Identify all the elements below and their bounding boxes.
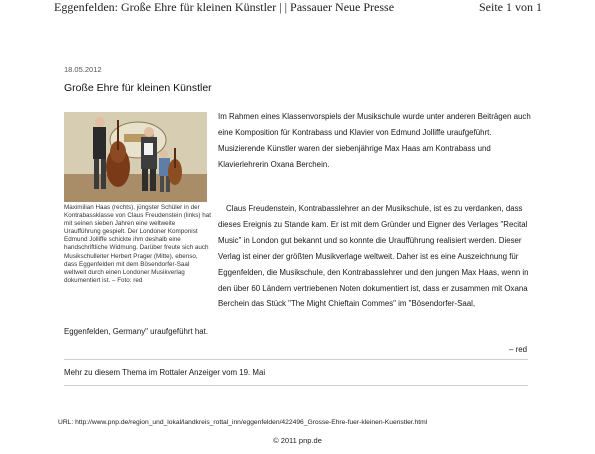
copyright-notice: © 2011 pnp.de — [273, 436, 322, 445]
article-photo — [64, 112, 207, 202]
related-note: Mehr zu diesem Thema im Rottaler Anzeiger vom 19. Mai — [64, 368, 266, 377]
article-paragraph-2-tail: Eggenfelden, Germany" uraufgeführt hat. — [64, 327, 209, 336]
article-paragraph-1: Im Rahmen eines Klassenvorspiels der Musikschule wurde unter anderen Beiträgen auch eine Komposition für Kontrabass und Klavier von Edmund Jolliffe uraufgeführt. Musizierende Künstler waren der siebenjährige Max Haas am Kontrabass und Klavierlehrerin Oxana Berchein. — [218, 112, 531, 169]
print-page-number: Seite 1 von 1 — [479, 0, 542, 14]
article-date: 18.05.2012 — [64, 65, 102, 74]
photo-caption: Maximilian Haas (rechts), jüngster Schüler in der Kontrabassklasse von Claus Freudenstein (links) hat mit seinen sieben Jahren eine weltweite Uraufführung gespielt. Der Londoner Komponist Edmund Jolliffe schickte ihm deshalb eine handschriftliche Widmung. Darüber freute sich auch Musikschulleiter Herbert Prager (Mitte), ebenso, dass Eggenfelden mit dem Bösendorfer-Saal weltweit durch einen Londoner Musikverlag dokumentiert ist. – Foto: red — [64, 204, 211, 284]
divider — [64, 385, 528, 386]
divider — [64, 359, 528, 360]
author-signature: – red — [509, 345, 527, 354]
page-url: URL: http://www.pnp.de/region_und_lokal/landkreis_rottal_inn/eggenfelden/422496_Grosse-Ehre-fuer-kleinen-Kuenstler.html — [58, 419, 428, 426]
print-header-title: Eggenfelden: Große Ehre für kleinen Künstler | | Passauer Neue Presse — [54, 0, 395, 14]
print-header — [54, 0, 542, 15]
article-title: Große Ehre für kleinen Künstler — [64, 82, 212, 94]
photo-illustration — [64, 112, 207, 202]
article-paragraph-2: Claus Freudenstein, Kontrabasslehrer an der Musikschule, ist es zu verdanken, dass dieses Ereignis zu Stande kam. Er ist mit dem Gründer und Eigner des Verlages "Recital Music" in London gut bekannt und so konnte die Uraufführung realisiert werden. Dieser Verlag ist einer der größten Musikverlage weltweit. Daher ist es eine Auszeichnung für Eggenfelden, die Musikschule, den Kontrabasslehrer und den jungen Max Haas, wenn in den über 60 Ländern vertriebenen Noten dokumentiert ist, dass er zusammen mit Oxana Berchein das Stück "The Might Chieftain Commes" im "Bösendorfer-Saal, — [218, 204, 529, 309]
